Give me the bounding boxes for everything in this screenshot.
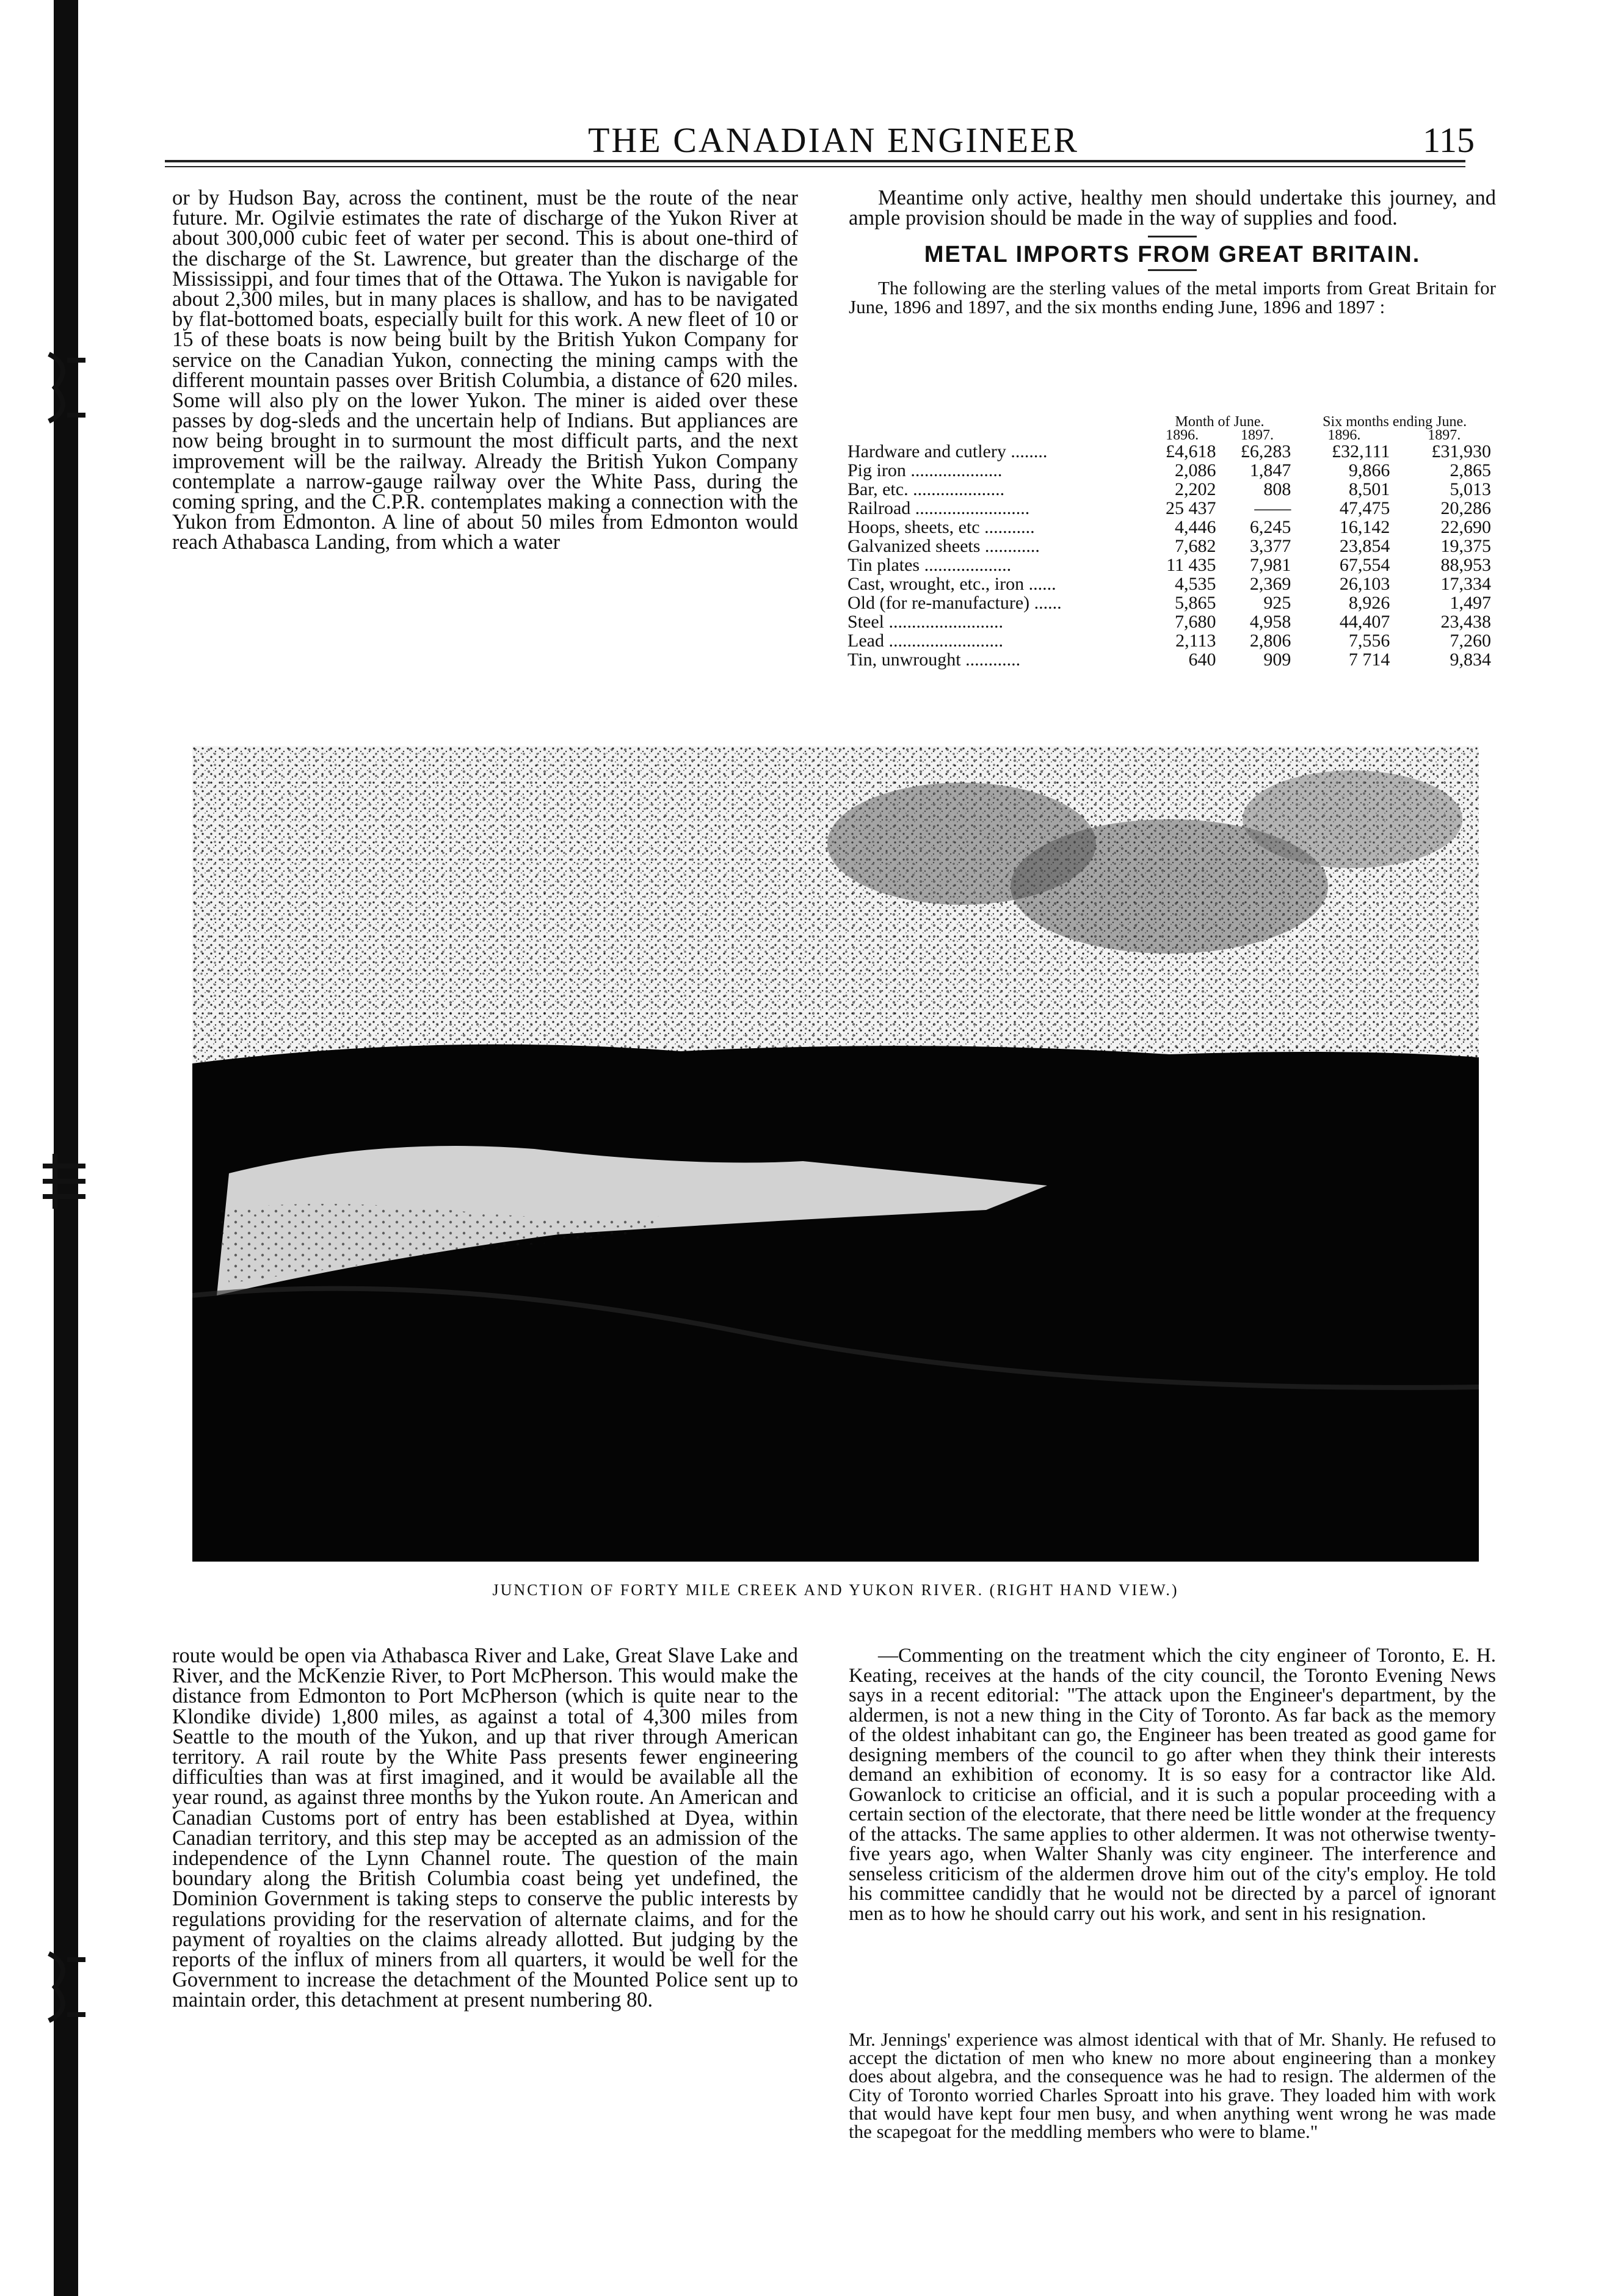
year-header: 1897.: [1240, 427, 1274, 443]
row-value: 1,497: [1450, 593, 1491, 613]
row-value: £4,618: [1166, 441, 1216, 462]
row-value: 47,475: [1339, 498, 1390, 518]
table-row: [847, 574, 1495, 593]
binding-ornament: [37, 1941, 92, 2033]
body-paragraph: Meantime only active, healthy men should undertake this journey, and ample provision should be made in the way of supplies and food.: [849, 186, 1496, 230]
body-paragraph: or by Hudson Bay, across the continent, must be the route of the near future. Mr. Ogilvie estimates the rate of discharge of the Yukon River at about 300,000 cubic feet of water per second. This is about one-third of the discharge of the St. Lawrence, but greater than the discharge of the Mississippi, and four times that of the Ottawa. The Yukon is navigable for about 2,300 miles, but in many places is shallow, and has to be navigated by flat-bottomed boats, especially built for this work. A new fleet of 10 or 15 of these boats is now being built by the British Yukon Company for service on the Canadian Yukon, connecting the mining camps with the different mountain passes over British Columbia, a distance of 620 miles. Some will also ply on the lower Yukon. The miner is aided over these passes by dog-sleds and the uncertain help of Indians. But appliances are now being brought in to surmount the most difficult parts, and the next improvement will be the railway. Already the British Yukon Company contemplate a narrow-gauge railway over the White Pass, during the coming spring, and the C.P.R. contemplates making a connection with the Yukon from Edmonton. A line of about 50 miles from Edmonton would reach Athabasca Landing, from which a water: [172, 186, 798, 554]
row-value: £6,283: [1240, 441, 1291, 462]
body-paragraph-small: Mr. Jennings' experience was almost identical with that of Mr. Shanly. He refused to accept the dictation of men who knew no more about engineering than a monkey does about algebra, and the consequence was he had to resign. The aldermen of the City of Toronto worried Charles Sproatt into his grave. They loaded him with work that would have kept four men busy, and when anything went wrong he was made the scapegoat for the meddling members who were to blame.": [849, 2029, 1496, 2143]
table-row: [847, 461, 1495, 480]
row-item-label: Tin, unwrought ............: [847, 650, 1021, 670]
row-value: 7,682: [1175, 536, 1216, 556]
group-header: Six months ending June.: [1323, 414, 1467, 430]
page-header: [168, 120, 1499, 160]
row-value: 44,407: [1339, 612, 1390, 632]
row-item-label: Lead .........................: [847, 631, 1003, 651]
row-item-label: Bar, etc. ....................: [847, 479, 1005, 499]
right-column-bottom-small: [849, 2030, 1496, 2141]
row-value: 1,847: [1249, 460, 1291, 480]
header-rule-thin: [165, 166, 1465, 167]
row-value: 19,375: [1440, 536, 1491, 556]
row-item-label: Hoops, sheets, etc ...........: [847, 517, 1035, 537]
row-value: 20,286: [1440, 498, 1491, 518]
right-column-bottom: [849, 1646, 1496, 1924]
group-header: Month of June.: [1175, 414, 1265, 430]
row-value: 16,142: [1339, 517, 1390, 537]
row-value: 4,446: [1175, 517, 1216, 537]
row-item-label: Tin plates ...................: [847, 555, 1012, 575]
table-row: [847, 650, 1495, 669]
table-row: [847, 556, 1495, 574]
table-row: [847, 518, 1495, 537]
row-value: 5,013: [1450, 479, 1491, 499]
photo-river-junction: [192, 746, 1479, 1562]
year-header: 1896.: [1166, 427, 1199, 443]
row-item-label: Hardware and cutlery ........: [847, 441, 1048, 462]
row-value: 88,953: [1440, 555, 1491, 575]
section-divider: [1148, 269, 1197, 271]
metal-imports-table: [847, 415, 1495, 669]
row-value: ——: [1254, 498, 1291, 518]
row-item-label: Galvanized sheets ............: [847, 536, 1040, 556]
row-value: £31,930: [1431, 441, 1491, 462]
row-value: 25 437: [1166, 498, 1216, 518]
row-value: 2,806: [1249, 631, 1291, 651]
right-column-top: [849, 188, 1496, 316]
row-item-label: Railroad .........................: [847, 498, 1030, 518]
row-value: £32,111: [1332, 441, 1390, 462]
table-year-header-row: [847, 429, 1495, 442]
binding-ornament: [37, 1135, 92, 1227]
body-paragraph: —Commenting on the treatment which the city engineer of Toronto, E. H. Keating, receives at the hands of the city council, the Toronto Evening News says in a recent editorial: "The attack upon the Engineer's department, by the aldermen, is not a new thing in the City of Toronto. As far back as the memory of the oldest inhabitant can go, the Engineer has been treated as good game for designing members of the council to go after when they think their interests demand an exhibition of economy. It is so easy for a contractor like Ald. Gowanlock to criticise an official, and it is such a popular proceeding with a certain section of the electorate, that there need be little wonder at the frequency of the attacks. The same applies to other aldermen. It was not otherwise twenty-five years ago, when Walter Shanly was city engineer. The interference and senseless criticism of the aldermen drove him out of the city's employ. He told his committee candidly that he would not be directed by a parcel of ignorant men as to how he should carry out his work, and sent in his resignation.: [849, 1645, 1496, 1925]
table-row: [847, 499, 1495, 518]
left-column-top: [172, 188, 798, 553]
table-row: [847, 537, 1495, 556]
row-value: 8,926: [1348, 593, 1390, 613]
row-value: 4,535: [1175, 574, 1216, 594]
row-value: 4,958: [1249, 612, 1291, 632]
row-value: 2,086: [1175, 460, 1216, 480]
left-column-bottom: [172, 1646, 798, 2011]
row-value: 23,438: [1440, 612, 1491, 632]
row-value: 2,369: [1249, 574, 1291, 594]
row-value: 2,113: [1175, 631, 1216, 651]
row-item-label: Old (for re-manufacture) ......: [847, 593, 1062, 613]
row-item-label: Steel .........................: [847, 612, 1003, 632]
row-value: 808: [1263, 479, 1291, 499]
row-value: 7 714: [1348, 650, 1390, 670]
table-row: [847, 612, 1495, 631]
row-value: 11 435: [1166, 555, 1216, 575]
binding-ornament: [37, 342, 92, 433]
row-value: 8,501: [1348, 479, 1390, 499]
table-row: [847, 631, 1495, 650]
row-value: 2,202: [1175, 479, 1216, 499]
row-value: 6,245: [1249, 517, 1291, 537]
row-value: 9,866: [1348, 460, 1390, 480]
row-value: 26,103: [1339, 574, 1390, 594]
row-value: 7,680: [1175, 612, 1216, 632]
year-header: 1896.: [1327, 427, 1361, 443]
photograph: [192, 746, 1479, 1562]
row-value: 640: [1188, 650, 1216, 670]
row-value: 3,377: [1249, 536, 1291, 556]
photo-caption: JUNCTION OF FORTY MILE CREEK AND YUKON RIVER. (RIGHT HAND VIEW.): [492, 1581, 1179, 1599]
row-value: 9,834: [1450, 650, 1491, 670]
row-value: 7,556: [1348, 631, 1390, 651]
year-header: 1897.: [1428, 427, 1461, 443]
table-row: [847, 480, 1495, 499]
table-row: [847, 593, 1495, 612]
row-value: 17,334: [1440, 574, 1491, 594]
header-rule: [165, 160, 1465, 162]
journal-title: THE CANADIAN ENGINEER: [587, 120, 1079, 160]
section-divider: [1148, 236, 1197, 237]
row-item-label: Cast, wrought, etc., iron ......: [847, 574, 1056, 594]
row-item-label: Pig iron ....................: [847, 460, 1003, 480]
row-value: 2,865: [1450, 460, 1491, 480]
row-value: 5,865: [1175, 593, 1216, 613]
row-value: 22,690: [1440, 517, 1491, 537]
table-intro: The following are the sterling values of the metal imports from Great Britain for June, 1896 and 1897, and the six months ending June, 1896 and 1897 :: [849, 277, 1496, 317]
row-value: 23,854: [1339, 536, 1390, 556]
row-value: 7,981: [1249, 555, 1291, 575]
row-value: 67,554: [1339, 555, 1390, 575]
row-value: 909: [1263, 650, 1291, 670]
page-number: 115: [1423, 120, 1475, 160]
section-heading: METAL IMPORTS FROM GREAT BRITAIN.: [924, 242, 1421, 268]
table-group-header-row: [847, 415, 1495, 429]
row-value: 925: [1263, 593, 1291, 613]
table-row: [847, 442, 1495, 461]
body-paragraph: route would be open via Athabasca River and Lake, Great Slave Lake and River, and the McKenzie River, to Port McPherson. This would make the distance from Edmonton to Port McPherson (which is quite near to the Klondike divide) 1,800 miles, as against a total of 4,300 miles from Seattle to the mouth of the Yukon, and up that river through American territory. A rail route by the White Pass presents fewer engineering difficulties than was at first imagined, and it would be available all the year round, as against three months by the Yukon route. An American and Canadian Customs port of entry has been established at Dyea, within Canadian territory, and this step may be accepted as an admission of the independence of the Lynn Channel route. The question of the main boundary along the British Columbia coast being yet undefined, the Dominion Government is taking steps to conserve the public interests by regulations providing for the reservation of alternate claims, and for the payment of royalties on the claims already allotted. But judging by the reports of the influx of miners from all quarters, it would be well for the Government to increase the detachment of the Mounted Police sent up to maintain order, this detachment at present numbering 80.: [172, 1644, 798, 2012]
row-value: 7,260: [1450, 631, 1491, 651]
